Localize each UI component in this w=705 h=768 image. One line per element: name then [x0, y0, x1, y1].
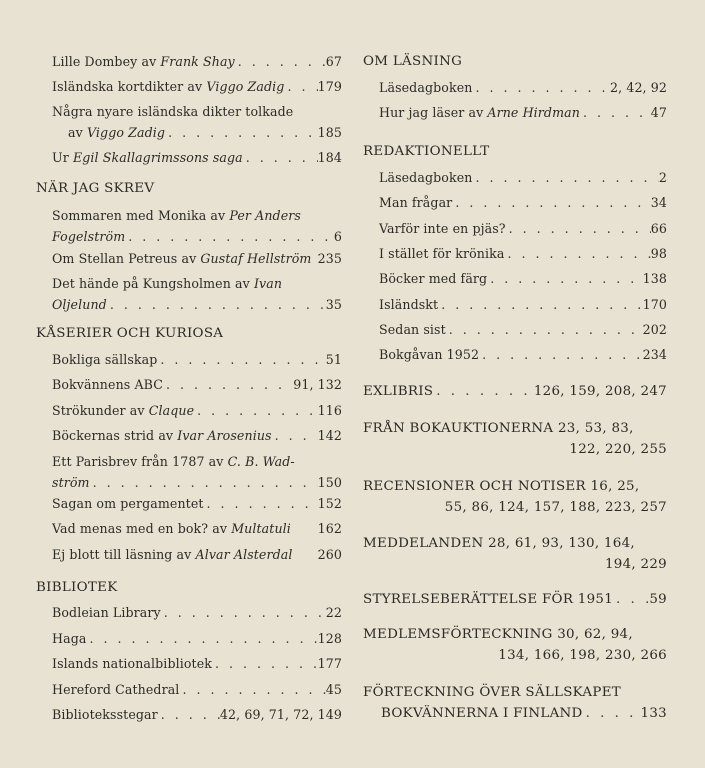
toc-entry: Bokvännens ABC . . . 91, 132	[52, 374, 342, 395]
toc-entry: Läsedagboken . . . 2	[379, 167, 667, 188]
author: Ivar Arosenius	[177, 428, 272, 443]
page-number: 6	[333, 229, 342, 244]
page-number: 116	[317, 403, 342, 418]
page-number: 16, 25,	[590, 479, 640, 494]
toc-entry: Biblioteksstegar . . . 42, 69, 71, 72, 149	[52, 704, 342, 725]
toc-entry: Lille Dombey av Frank Shay . . . 67	[52, 51, 342, 72]
page-number: 66	[650, 221, 667, 236]
page-number: 185	[317, 125, 342, 140]
author: Alvar Alsterdal	[195, 547, 293, 562]
page-number: 2	[658, 170, 667, 185]
toc-entry: Strökunder av Claque . . . 116	[52, 400, 342, 421]
author: Arne Hirdman	[487, 105, 580, 120]
toc-entry: Hereford Cathedral . . . 45	[52, 679, 342, 700]
author: C. B. Wad-	[227, 454, 295, 469]
page-number: 150	[317, 475, 342, 490]
page-number: 234	[642, 347, 667, 362]
toc-entry: Böckernas strid av Ivar Arosenius . . . 142	[52, 425, 342, 446]
toc-entry: Sedan sist . . . 202	[379, 319, 667, 340]
toc-entry: Man frågar . . . 34	[379, 192, 667, 213]
section-heading: NÄR JAG SKREV	[36, 181, 155, 196]
toc-entry: Islands nationalbibliotek . . . 177	[52, 653, 342, 674]
author: Fogelström	[52, 229, 126, 244]
section-heading: EXLIBRIS . . . 126, 159, 208, 247	[363, 381, 667, 402]
page-number: 134, 166, 198, 230, 266	[498, 648, 667, 663]
page-number: 45	[325, 682, 342, 697]
author: Viggo Zadig	[86, 125, 166, 140]
author: Claque	[148, 403, 195, 418]
page-number: 98	[650, 246, 667, 261]
page-number: 194, 229	[604, 557, 667, 572]
toc-entry: Sagan om pergamentet . . . 152	[52, 493, 342, 514]
page-number: 22	[325, 605, 342, 620]
page-number: 122, 220, 255	[569, 442, 667, 457]
page-number: 91, 132	[293, 377, 342, 392]
toc-entry: Ett Parisbrev från 1787 av C. B. Wad- ström . . . 150	[52, 451, 342, 493]
page-number: 138	[642, 271, 667, 286]
toc-entry: Sommaren med Monika av Per Anders Fogelström . . . 6	[52, 205, 342, 247]
page-number: 51	[325, 352, 342, 367]
toc-entry: Läsedagboken . . . 2, 42, 92	[379, 77, 667, 98]
page-number: 30, 62, 94,	[557, 627, 633, 642]
toc-entry: Haga . . . 128	[52, 628, 342, 649]
author: Oljelund	[52, 297, 107, 312]
page-number: 260	[317, 547, 342, 562]
page-number: 28, 61, 93, 130, 164,	[488, 536, 635, 551]
page-number: 55, 86, 124, 157, 188, 223, 257	[444, 500, 667, 515]
page-number: 23, 53, 83,	[557, 421, 634, 436]
toc-entry: I stället för krönika . . . 98	[379, 243, 667, 264]
author: Frank Shay	[160, 54, 235, 69]
page-number: 142	[317, 428, 342, 443]
page-number: 67	[325, 54, 342, 69]
author: ström	[52, 475, 90, 490]
page-number: 235	[317, 251, 342, 266]
toc-entry: Böcker med färg . . . 138	[379, 268, 667, 289]
toc-entry: Isländskt . . . 170	[379, 294, 667, 315]
author: Egil Skallagrimssons saga	[72, 150, 243, 165]
page-number: 59	[649, 592, 667, 607]
section-heading: BIBLIOTEK	[36, 580, 118, 595]
page-number: 202	[642, 322, 667, 337]
author: Viggo Zadig	[206, 79, 285, 94]
page-number: 42, 69, 71, 72, 149	[219, 707, 342, 722]
section-heading: STYRELSEBERÄTTELSE FÖR 1951 . . . 59	[363, 589, 667, 610]
toc-entry: Ur Egil Skallagrimssons saga . . . 184	[52, 147, 342, 168]
page-number: 128	[317, 631, 342, 646]
section-heading: RECENSIONER OCH NOTISER 16, 25, 55, 86, 124, 157, 188, 223, 257	[363, 476, 667, 518]
author: Ivan	[253, 276, 283, 291]
section-heading: REDAKTIONELLT	[363, 144, 490, 159]
section-heading: MEDLEMSFÖRTECKNING 30, 62, 94, 134, 166, 198, 230, 266	[363, 624, 667, 666]
toc-entry: Vad menas med en bok? av Multatuli 162	[52, 518, 342, 539]
author: Multatuli	[231, 521, 291, 536]
page-number: 133	[640, 706, 667, 721]
toc-entry: Det hände på Kungsholmen av Ivan Oljelund . . . 35	[52, 273, 342, 315]
section-heading: MEDDELANDEN 28, 61, 93, 130, 164, 194, 229	[363, 533, 667, 575]
section-heading: FÖRTECKNING ÖVER SÄLLSKAPET BOKVÄNNERNA I FINLAND . . . 133	[363, 682, 667, 724]
page-number: 170	[642, 297, 667, 312]
page-number: 162	[317, 521, 342, 536]
page-number: 177	[317, 656, 342, 671]
section-heading: KÅSERIER OCH KURIOSA	[36, 326, 224, 341]
toc-entry: Hur jag läser av Arne Hirdman . . . 47	[379, 102, 667, 123]
author: Gustaf Hellström	[200, 251, 312, 266]
toc-entry: Varför inte en pjäs? . . . 66	[379, 218, 667, 239]
author: Per Anders	[229, 208, 301, 223]
toc-entry: Bokgåvan 1952 . . . 234	[379, 344, 667, 365]
page-number: 47	[650, 105, 667, 120]
toc-entry: Om Stellan Petreus av Gustaf Hellström 235	[52, 248, 342, 269]
toc-entry: Bodleian Library . . . 22	[52, 602, 342, 623]
section-heading: FRÅN BOKAUKTIONERNA 23, 53, 83, 122, 220, 255	[363, 418, 667, 460]
page-number: 152	[317, 496, 342, 511]
toc-entry: Ej blott till läsning av Alvar Alsterdal 260	[52, 544, 342, 565]
toc-entry: Isländska kortdikter av Viggo Zadig . . . 179	[52, 76, 342, 97]
page-number: 34	[650, 195, 667, 210]
page-number: 2, 42, 92	[610, 80, 667, 95]
page-number: 179	[317, 79, 342, 94]
toc-entry: Bokliga sällskap . . . 51	[52, 349, 342, 370]
section-heading: OM LÄSNING	[363, 54, 463, 69]
page-number: 35	[325, 297, 342, 312]
toc-entry: Några nyare isländska dikter tolkade av Viggo Zadig . . . 185	[52, 101, 342, 143]
page-number: 126, 159, 208, 247	[533, 384, 667, 399]
page-number: 184	[317, 150, 342, 165]
